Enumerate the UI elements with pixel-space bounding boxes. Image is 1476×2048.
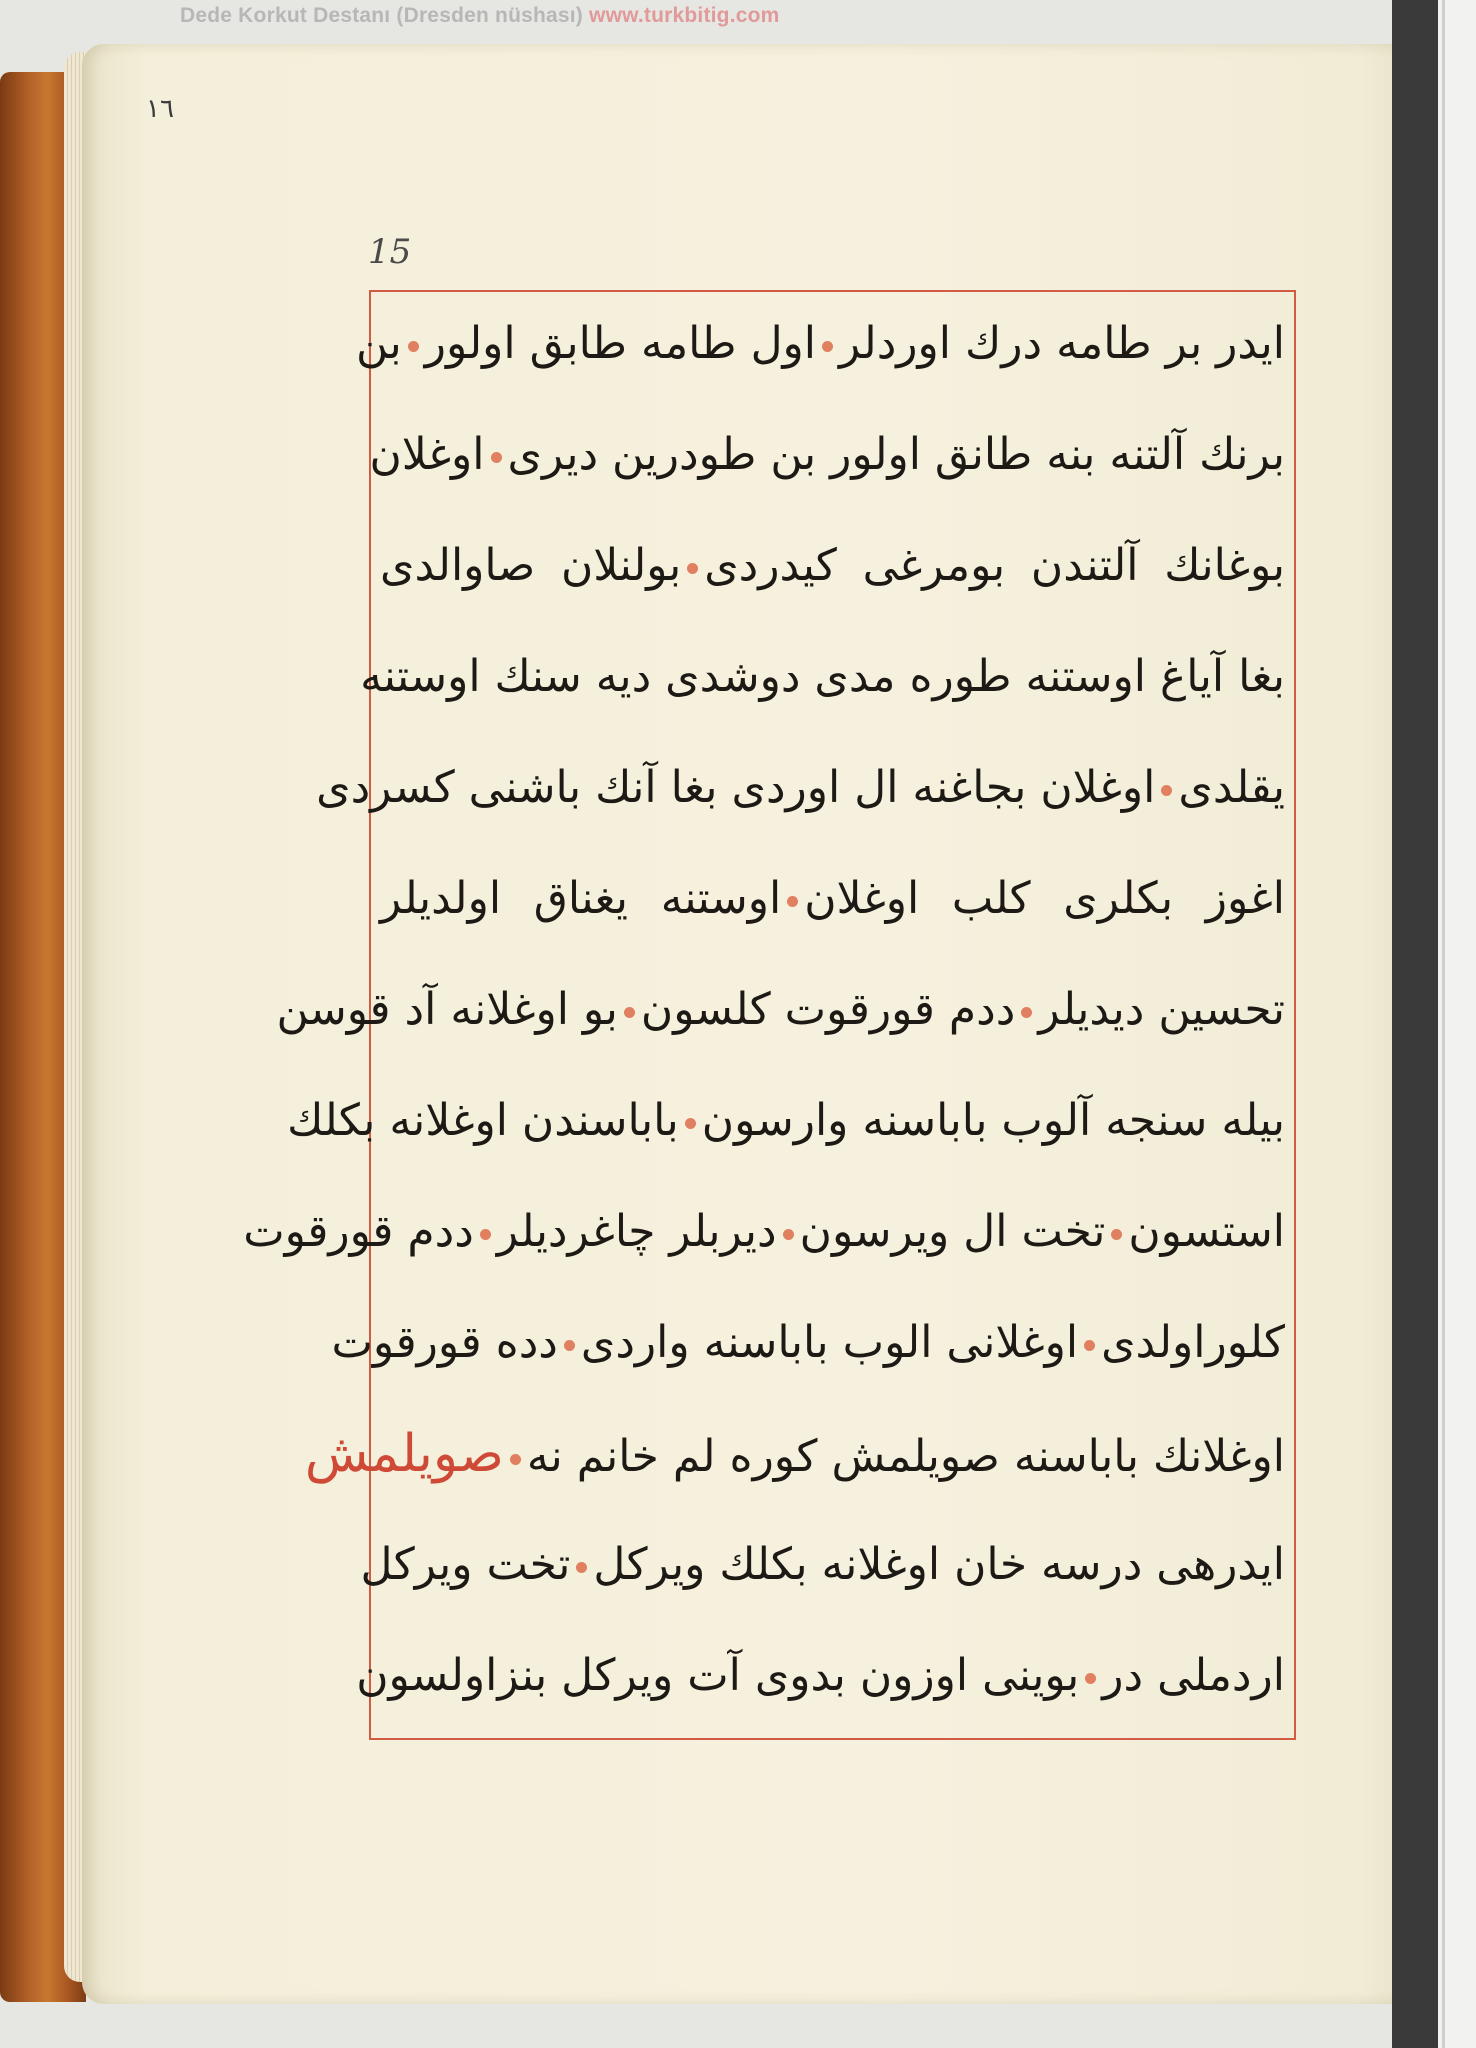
text-lines [243, 298, 1285, 1738]
text-line [304, 1408, 1285, 1500]
verse-dot-icon [510, 1454, 521, 1465]
text-line [360, 1519, 1285, 1611]
text-segment: اغوز بكلری كلب اوغلان [804, 873, 1285, 924]
text-segment: برنك آلتنه بنه طانق اولور بن طودرین دیری [507, 429, 1285, 480]
verse-dot-icon [1085, 1673, 1096, 1684]
verse-dot-icon [685, 1118, 696, 1129]
watermark-title: Dede Korkut Destanı (Dresden nüshası) [180, 4, 583, 27]
text-line [356, 1630, 1285, 1722]
text-line [360, 631, 1285, 723]
watermark [180, 4, 780, 28]
text-segment: بیله سنجه آلوب باباسنه وارسون [701, 1095, 1285, 1146]
text-line [380, 853, 1285, 945]
verse-dot-icon [1021, 1007, 1032, 1018]
text-line [356, 298, 1285, 390]
text-line [316, 742, 1285, 834]
text-segment: كلوراولدی [1101, 1317, 1285, 1368]
verse-dot-icon [787, 896, 798, 907]
verse-dot-icon [408, 341, 419, 352]
text-line [287, 1075, 1285, 1167]
text-segment: بولنلان صاوالدی [380, 540, 682, 591]
text-segment: ایدر بر طامه درك اوردلر [839, 318, 1285, 369]
text-segment: اول طامه طابق اولور [424, 318, 817, 369]
scan-border-dark [1392, 0, 1438, 2048]
text-segment: دیربلر چاغردیلر [496, 1206, 777, 1257]
text-segment: بن [356, 318, 402, 369]
text-segment: تحسین دیدیلر [1038, 984, 1285, 1035]
text-line [369, 409, 1285, 501]
text-segment: ددم قورقوت [243, 1206, 474, 1257]
text-line [243, 1186, 1285, 1278]
text-line [276, 964, 1285, 1056]
text-segment: تخت ویركل [360, 1539, 571, 1590]
page-number: ١٦ [146, 94, 174, 124]
text-segment: باباسندن اوغلانه بكلك [287, 1095, 679, 1146]
text-segment: دده قورقوت [331, 1317, 558, 1368]
text-segment: ددم قورقوت كلسون [640, 984, 1016, 1035]
text-segment: بوغانك آلتندن بومرغی كیدردی [704, 540, 1285, 591]
scan-border-light [1438, 0, 1476, 2048]
text-segment: اوغلان [369, 429, 485, 480]
text-line [380, 520, 1285, 612]
rubric-word: صویلمش [304, 1424, 504, 1484]
folio-number: 15 [368, 232, 412, 272]
watermark-url[interactable]: www.turkbitig.com [589, 4, 780, 27]
verse-dot-icon [564, 1340, 575, 1351]
verse-dot-icon [783, 1229, 794, 1240]
text-segment: اوغلان بجاغنه ال اوردی بغا آنك باشنی كسردی [316, 762, 1156, 813]
text-segment: اوستنه یغناق اولدیلر [380, 873, 782, 924]
verse-dot-icon [1084, 1340, 1095, 1351]
text-segment: اوغلانی الوب باباسنه واردی [580, 1317, 1079, 1368]
verse-dot-icon [491, 452, 502, 463]
text-segment: تخت ال ویرسون [799, 1206, 1106, 1257]
text-segment: بوینی اوزون بدوی آت ویركل بنزاولسون [356, 1650, 1080, 1701]
text-segment: ایدرهی درسه خان اوغلانه بكلك ویركل [593, 1539, 1285, 1590]
verse-dot-icon [576, 1562, 587, 1573]
verse-dot-icon [480, 1229, 491, 1240]
text-segment: اردملی در [1102, 1650, 1285, 1701]
text-segment: یقلدی [1178, 762, 1285, 813]
verse-dot-icon [624, 1007, 635, 1018]
text-segment: بغا آیاغ اوستنه طوره مدی دوشدی دیه سنك اوستنه [360, 651, 1285, 702]
verse-dot-icon [1161, 785, 1172, 796]
verse-dot-icon [822, 341, 833, 352]
text-line [331, 1297, 1285, 1389]
text-segment: اوغلانك باباسنه صویلمش كوره لم خانم نه [526, 1431, 1285, 1482]
verse-dot-icon [1111, 1229, 1122, 1240]
text-segment: استسون [1128, 1206, 1285, 1257]
verse-dot-icon [687, 563, 698, 574]
text-segment: بو اوغلانه آد قوسن [276, 984, 618, 1035]
